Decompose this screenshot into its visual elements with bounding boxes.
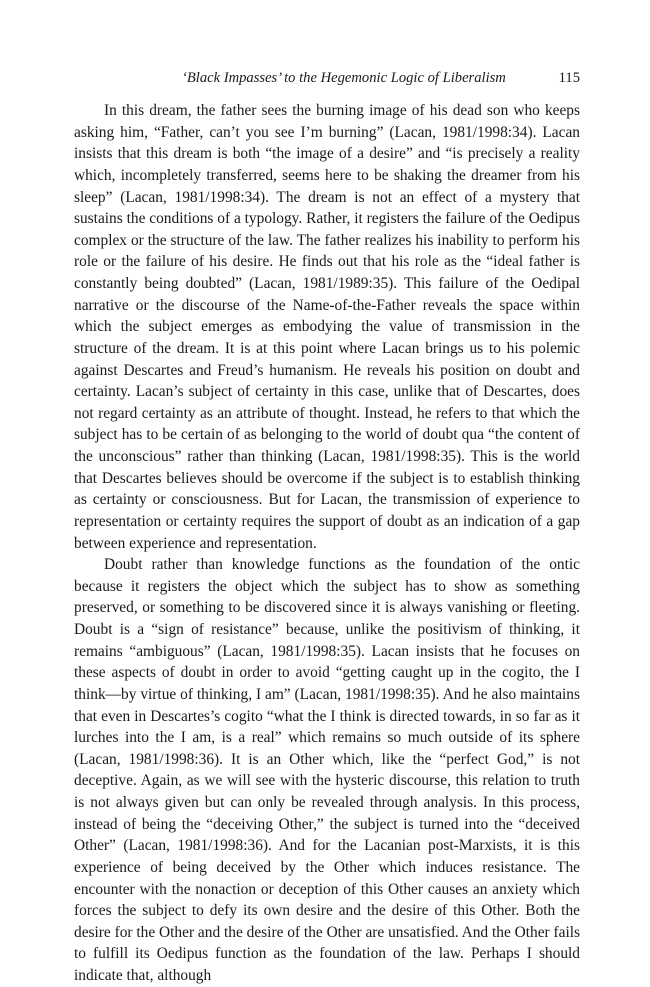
running-header [74, 68, 580, 88]
page-number: 115 [558, 70, 580, 86]
running-title: ‘Black Impasses’ to the Hegemonic Logic of Liberalism [182, 70, 506, 86]
body-text [74, 100, 580, 987]
paragraph-2: Doubt rather than knowledge functions as the foundation of the ontic because it registers the object which the subject has to show as something preserved, or something to be discovered since it is always vanishing or fleeting. Doubt is a “sign of resistance” because, unlike the positivism of thinking, it remains “ambiguous” (Lacan, 1981/1998:35). Lacan insists that he focuses on these aspects of doubt in order to avoid “getting caught up in the cogito, the I think—by virtue of thinking, I am” (Lacan, 1981/1998:35). And he also maintains that even in Descartes’s cogito “what the I think is directed towards, in so far as it lurches into the I am, is a real” which remains so much outside of its sphere (Lacan, 1981/1998:36). It is an Other which, like the “perfect God,” is not deceptive. Again, as we will see with the hysteric discourse, this relation to truth is not always given but can only be revealed through analysis. In this process, instead of being the “deceiving Other,” the subject is turned into the “deceived Other” (Lacan, 1981/1998:36). And for the Lacanian post-Marxists, it is this experience of being deceived by the Other which induces resistance. The encounter with the nonaction or deception of this Other causes an anxiety which forces the subject to defy its own desire and the desire of this Other. Both the desire for the Other and the desire of the Other are unsatisfied. And the Other fails to fulfill its Oedipus function as the foundation of the law. Perhaps I should indicate that, although [74, 556, 581, 984]
paragraph-1: In this dream, the father sees the burning image of his dead son who keeps asking him, “Father, can’t you see I’m burning” (Lacan, 1981/1998:34). Lacan insists that this dream is both “the image of a desire” and “is precisely a reality which, incompletely transferred, seems here to be shaking the dreamer from his sleep” (Lacan, 1981/1998:34). The dream is not an effect of a mystery that sustains the conditions of a typology. Rather, it registers the failure of the Oedipus complex or the structure of the law. The father realizes his inability to perform his role or the failure of his desire. He finds out that his role as the “ideal father is constantly being doubted” (Lacan, 1981/1989:35). This failure of the Oedipal narrative or the discourse of the Name-of-the-Father reveals the space within which the subject emerges as embodying the value of transmission in the structure of the dream. It is at this point where Lacan brings us to his polemic against Descartes and Freud’s humanism. He reveals his position on doubt and certainty. Lacan’s subject of certainty in this case, unlike that of Descartes, does not regard certainty as an attribute of thought. Instead, he refers to that which the subject has to be certain of as belonging to the world of doubt qua “the content of the unconscious” rather than thinking (Lacan, 1981/1998:35). This is the world that Descartes believes should be overcome if the subject is to establish thinking as certainty or consciousness. But for Lacan, the transmission of experience to representation or certainty requires the support of doubt as an indication of a gap between experience and representation. [74, 102, 580, 552]
